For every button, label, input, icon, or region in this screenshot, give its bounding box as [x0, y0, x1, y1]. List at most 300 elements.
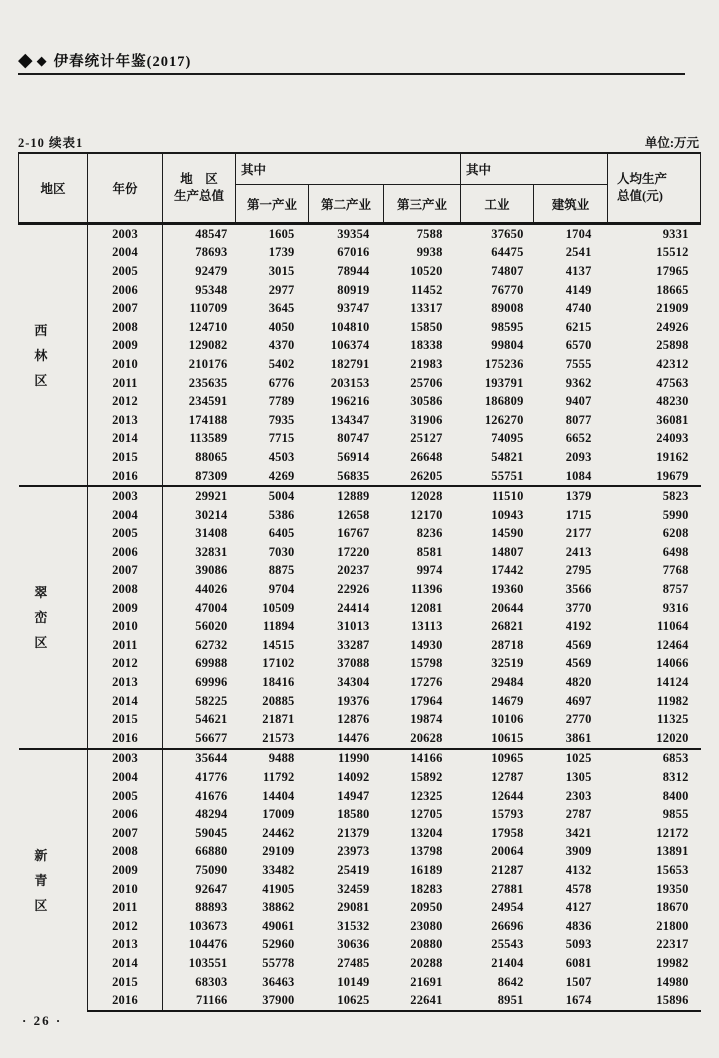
year-cell: 2008	[88, 318, 163, 337]
value-cell: 4820	[565, 675, 592, 690]
page-banner	[18, 50, 191, 71]
value-cell: 21909	[656, 301, 689, 316]
value-cell: 3645	[268, 301, 295, 316]
value-cell: 4269	[268, 468, 295, 483]
value-cell: 15892	[410, 770, 443, 785]
value-cell: 5990	[662, 507, 689, 522]
year-cell: 2008	[88, 843, 163, 862]
value-cell: 21800	[656, 918, 689, 933]
value-cell: 29921	[163, 486, 236, 506]
value-cell: 44026	[195, 582, 228, 597]
value-cell: 10943	[491, 507, 524, 522]
value-cell: 24093	[656, 431, 689, 446]
value-cell: 9938	[416, 245, 443, 260]
table-header	[19, 153, 701, 224]
year-cell: 2012	[88, 655, 163, 674]
value-cell: 59045	[195, 825, 228, 840]
year-cell: 2006	[88, 805, 163, 824]
value-cell: 47004	[195, 600, 228, 615]
value-cell: 35644	[163, 749, 236, 769]
value-cell: 15653	[656, 862, 689, 877]
value-cell: 2177	[565, 526, 592, 541]
value-cell: 4503	[268, 449, 295, 464]
value-cell: 9316	[662, 600, 689, 615]
value-cell: 1715	[565, 507, 592, 522]
value-cell: 69996	[195, 675, 228, 690]
table-row	[19, 580, 701, 599]
value-cell: 25419	[337, 862, 370, 877]
value-cell: 104810	[330, 319, 370, 334]
value-cell: 42312	[656, 356, 689, 371]
value-cell: 6853	[608, 749, 701, 769]
value-cell: 106374	[330, 338, 370, 353]
value-cell: 38862	[262, 900, 295, 915]
value-cell: 17964	[410, 693, 443, 708]
year-cell: 2012	[88, 392, 163, 411]
value-cell: 22317	[656, 937, 689, 952]
value-cell: 56677	[195, 730, 228, 745]
value-cell: 17009	[262, 807, 295, 822]
year-cell: 2010	[88, 617, 163, 636]
value-cell: 14930	[410, 637, 443, 652]
table-row	[19, 692, 701, 711]
value-cell: 14124	[656, 675, 689, 690]
value-cell: 9704	[268, 582, 295, 597]
value-cell: 15512	[656, 245, 689, 260]
value-cell: 18665	[656, 282, 689, 297]
table-row	[19, 787, 701, 806]
value-cell: 19350	[656, 881, 689, 896]
value-cell: 175236	[484, 356, 524, 371]
value-cell: 24926	[656, 319, 689, 334]
value-cell: 14590	[491, 526, 524, 541]
value-cell: 4697	[565, 693, 592, 708]
value-cell: 17276	[410, 675, 443, 690]
value-cell: 14166	[384, 749, 461, 769]
value-cell: 7935	[268, 412, 295, 427]
value-cell: 20237	[337, 563, 370, 578]
value-cell: 95348	[195, 282, 228, 297]
value-cell: 193791	[484, 375, 524, 390]
value-cell: 5093	[565, 937, 592, 952]
value-cell: 54821	[491, 449, 524, 464]
value-cell: 129082	[188, 338, 228, 353]
value-cell: 8581	[416, 544, 443, 559]
col-header-primary-industry: 第一产业	[236, 185, 309, 224]
value-cell: 174188	[188, 412, 228, 427]
col-header-gdp-line2: 生产总值	[173, 189, 224, 203]
value-cell: 6405	[268, 526, 295, 541]
value-cell: 55778	[262, 955, 295, 970]
value-cell: 69988	[195, 656, 228, 671]
value-cell: 3421	[565, 825, 592, 840]
value-cell: 6776	[268, 375, 295, 390]
value-cell: 4192	[565, 619, 592, 634]
table-row	[19, 880, 701, 899]
value-cell: 1674	[534, 991, 608, 1011]
table-row	[19, 392, 701, 411]
table-row	[19, 299, 701, 318]
year-cell: 2010	[88, 355, 163, 374]
value-cell: 113589	[189, 431, 228, 446]
value-cell: 4370	[268, 338, 295, 353]
value-cell: 22641	[384, 991, 461, 1011]
value-cell: 12889	[309, 486, 384, 506]
value-cell: 4569	[565, 637, 592, 652]
value-cell: 6498	[662, 544, 689, 559]
value-cell: 2541	[565, 245, 592, 260]
value-cell: 14066	[656, 656, 689, 671]
value-cell: 17442	[491, 563, 524, 578]
table-row	[19, 954, 701, 973]
table-row	[19, 467, 701, 487]
value-cell: 64475	[491, 245, 524, 260]
year-cell: 2003	[88, 749, 163, 769]
year-cell: 2005	[88, 525, 163, 544]
table-row	[19, 448, 701, 467]
value-cell: 25127	[410, 431, 443, 446]
value-cell: 9855	[662, 807, 689, 822]
value-cell: 48230	[656, 394, 689, 409]
table-row	[19, 710, 701, 729]
value-cell: 21691	[410, 974, 443, 989]
value-cell: 20288	[410, 955, 443, 970]
value-cell: 11452	[410, 282, 443, 297]
value-cell: 24414	[337, 600, 370, 615]
value-cell: 14476	[337, 730, 370, 745]
value-cell: 1305	[565, 770, 592, 785]
value-cell: 7768	[662, 563, 689, 578]
value-cell: 32519	[491, 656, 524, 671]
value-cell: 14515	[262, 637, 295, 652]
value-cell: 78693	[195, 245, 228, 260]
value-cell: 19376	[337, 693, 370, 708]
year-cell: 2007	[88, 562, 163, 581]
value-cell: 1507	[565, 974, 592, 989]
year-cell: 2014	[88, 430, 163, 449]
value-cell: 17965	[656, 263, 689, 278]
value-cell: 21871	[262, 712, 295, 727]
table-row	[19, 991, 701, 1011]
year-cell: 2011	[88, 374, 163, 393]
value-cell: 29081	[337, 900, 370, 915]
value-cell: 15896	[608, 991, 701, 1011]
value-cell: 12464	[656, 637, 689, 652]
value-cell: 41776	[195, 770, 228, 785]
value-cell: 4569	[565, 656, 592, 671]
value-cell: 20880	[410, 937, 443, 952]
region-label-cell	[19, 749, 88, 1011]
value-cell: 8951	[461, 991, 534, 1011]
value-cell: 21983	[410, 356, 443, 371]
value-cell: 2413	[565, 544, 592, 559]
table-row	[19, 636, 701, 655]
value-cell: 87309	[195, 468, 228, 483]
year-cell: 2013	[88, 411, 163, 430]
value-cell: 8312	[662, 770, 689, 785]
value-cell: 75090	[195, 862, 228, 877]
table-row	[19, 224, 701, 244]
value-cell: 27881	[491, 881, 524, 896]
value-cell: 12020	[656, 730, 689, 745]
table-row	[19, 244, 701, 263]
value-cell: 49061	[262, 918, 295, 933]
table-row	[19, 729, 701, 749]
year-cell: 2014	[88, 692, 163, 711]
value-cell: 48294	[195, 807, 228, 822]
col-header-region: 地区	[19, 153, 88, 224]
value-cell: 5004	[236, 486, 309, 506]
col-header-gdp	[163, 153, 236, 224]
value-cell: 186809	[484, 394, 524, 409]
value-cell: 21404	[491, 955, 524, 970]
value-cell: 80919	[337, 282, 370, 297]
year-cell: 2007	[88, 824, 163, 843]
col-header-per-capita-line2: 总值(元)	[617, 189, 663, 203]
value-cell: 11894	[262, 619, 295, 634]
value-cell: 31532	[337, 918, 370, 933]
value-cell: 196216	[330, 394, 370, 409]
value-cell: 19679	[656, 468, 689, 483]
value-cell: 39086	[195, 563, 228, 578]
value-cell: 13204	[410, 825, 443, 840]
value-cell: 25898	[656, 338, 689, 353]
year-cell: 2014	[88, 954, 163, 973]
year-cell: 2016	[88, 729, 163, 749]
value-cell: 37900	[236, 991, 309, 1011]
value-cell: 12170	[410, 507, 443, 522]
value-cell: 14404	[262, 788, 295, 803]
year-cell: 2005	[88, 787, 163, 806]
value-cell: 10149	[337, 974, 370, 989]
col-header-industry: 工业	[461, 185, 534, 224]
year-cell: 2003	[88, 224, 163, 244]
value-cell: 104476	[188, 937, 228, 952]
col-header-per-capita-line1: 人均生产	[617, 172, 668, 186]
value-cell: 3566	[565, 582, 592, 597]
year-cell: 2004	[88, 768, 163, 787]
value-cell: 29109	[262, 844, 295, 859]
year-cell: 2009	[88, 861, 163, 880]
value-cell: 10615	[491, 730, 524, 745]
table-row	[19, 917, 701, 936]
value-cell: 6652	[565, 431, 592, 446]
value-cell: 20950	[410, 900, 443, 915]
value-cell: 5402	[268, 356, 295, 371]
value-cell: 24954	[491, 900, 524, 915]
year-cell: 2015	[88, 973, 163, 992]
value-cell: 8875	[268, 563, 295, 578]
value-cell: 14092	[337, 770, 370, 785]
value-cell: 8757	[662, 582, 689, 597]
value-cell: 36463	[262, 974, 295, 989]
year-cell: 2011	[88, 898, 163, 917]
value-cell: 18283	[410, 881, 443, 896]
table-row	[19, 861, 701, 880]
value-cell: 58225	[195, 693, 228, 708]
data-table	[18, 152, 701, 1012]
value-cell: 11982	[656, 693, 689, 708]
table-row	[19, 525, 701, 544]
value-cell: 18580	[337, 807, 370, 822]
value-cell: 20644	[491, 600, 524, 615]
value-cell: 210176	[188, 356, 228, 371]
table-row	[19, 936, 701, 955]
table-row	[19, 374, 701, 393]
value-cell: 4578	[565, 881, 592, 896]
value-cell: 93747	[337, 301, 370, 316]
value-cell: 36081	[656, 412, 689, 427]
value-cell: 48547	[195, 226, 228, 241]
value-cell: 21573	[262, 730, 295, 745]
year-cell: 2016	[88, 991, 163, 1011]
value-cell: 37088	[337, 656, 370, 671]
value-cell: 4740	[565, 301, 592, 316]
table-caption: 2-10 续表1	[18, 136, 84, 150]
value-cell: 24462	[262, 825, 295, 840]
value-cell: 52960	[262, 937, 295, 952]
value-cell: 103551	[188, 955, 228, 970]
value-cell: 7715	[268, 431, 295, 446]
year-cell: 2005	[88, 262, 163, 281]
value-cell: 20064	[491, 844, 524, 859]
year-cell: 2013	[88, 673, 163, 692]
value-cell: 74807	[491, 263, 524, 278]
value-cell: 14980	[656, 974, 689, 989]
value-cell: 30636	[337, 937, 370, 952]
region-label: 新青区	[34, 847, 48, 913]
value-cell: 89008	[491, 301, 524, 316]
value-cell: 68303	[195, 974, 228, 989]
table-row	[19, 768, 701, 787]
value-cell: 55751	[491, 468, 524, 483]
value-cell: 26696	[491, 918, 524, 933]
value-cell: 10106	[491, 712, 524, 727]
table-row	[19, 506, 701, 525]
value-cell: 12028	[384, 486, 461, 506]
value-cell: 17102	[262, 656, 295, 671]
value-cell: 20885	[262, 693, 295, 708]
value-cell: 13317	[410, 301, 443, 316]
value-cell: 9407	[565, 394, 592, 409]
table-row	[19, 337, 701, 356]
table-row	[19, 355, 701, 374]
value-cell: 31408	[195, 526, 228, 541]
value-cell: 4127	[565, 900, 592, 915]
year-cell: 2013	[88, 936, 163, 955]
year-cell: 2015	[88, 448, 163, 467]
value-cell: 41676	[195, 788, 228, 803]
value-cell: 12172	[656, 825, 689, 840]
value-cell: 28718	[491, 637, 524, 652]
value-cell: 14947	[337, 788, 370, 803]
value-cell: 1379	[534, 486, 608, 506]
year-cell: 2004	[88, 244, 163, 263]
value-cell: 21379	[337, 825, 370, 840]
table-row	[19, 599, 701, 618]
value-cell: 103673	[188, 918, 228, 933]
value-cell: 134347	[330, 412, 370, 427]
year-cell: 2006	[88, 543, 163, 562]
value-cell: 26821	[491, 619, 524, 634]
value-cell: 32831	[195, 544, 228, 559]
value-cell: 18670	[656, 900, 689, 915]
value-cell: 47563	[656, 375, 689, 390]
banner-title: 伊春统计年鉴(2017)	[53, 54, 192, 70]
value-cell: 6215	[565, 319, 592, 334]
value-cell: 21287	[491, 862, 524, 877]
value-cell: 11990	[309, 749, 384, 769]
col-header-construction: 建筑业	[534, 185, 608, 224]
value-cell: 8077	[565, 412, 592, 427]
value-cell: 19162	[656, 449, 689, 464]
value-cell: 99804	[491, 338, 524, 353]
table-row	[19, 262, 701, 281]
value-cell: 27485	[337, 955, 370, 970]
region-label: 翠峦区	[34, 584, 48, 650]
value-cell: 11396	[410, 582, 443, 597]
value-cell: 7588	[416, 226, 443, 241]
value-cell: 12876	[337, 712, 370, 727]
diamond-icon: ◆	[18, 50, 33, 71]
table-row	[19, 749, 701, 769]
value-cell: 1739	[268, 245, 295, 260]
value-cell: 25543	[491, 937, 524, 952]
value-cell: 10965	[461, 749, 534, 769]
value-cell: 76770	[491, 282, 524, 297]
value-cell: 9331	[662, 226, 689, 241]
value-cell: 33482	[262, 862, 295, 877]
value-cell: 9362	[565, 375, 592, 390]
value-cell: 2795	[565, 563, 592, 578]
col-header-tertiary-industry: 第三产业	[384, 185, 461, 224]
year-cell: 2003	[88, 486, 163, 506]
value-cell: 23080	[410, 918, 443, 933]
value-cell: 234591	[188, 394, 228, 409]
value-cell: 29484	[491, 675, 524, 690]
value-cell: 92479	[195, 263, 228, 278]
value-cell: 16189	[410, 862, 443, 877]
unit-label: 单位:万元	[644, 136, 699, 150]
value-cell: 8236	[416, 526, 443, 541]
value-cell: 41905	[262, 881, 295, 896]
value-cell: 56914	[337, 449, 370, 464]
value-cell: 3770	[565, 600, 592, 615]
value-cell: 16767	[337, 526, 370, 541]
value-cell: 3861	[565, 730, 592, 745]
value-cell: 34304	[337, 675, 370, 690]
year-cell: 2016	[88, 467, 163, 487]
value-cell: 3015	[268, 263, 295, 278]
value-cell: 203153	[330, 375, 370, 390]
value-cell: 88893	[195, 900, 228, 915]
value-cell: 23973	[337, 844, 370, 859]
value-cell: 56020	[195, 619, 228, 634]
region-label-cell	[19, 486, 88, 748]
value-cell: 78944	[337, 263, 370, 278]
value-cell: 6570	[565, 338, 592, 353]
value-cell: 1025	[534, 749, 608, 769]
value-cell: 37650	[491, 226, 524, 241]
value-cell: 15850	[410, 319, 443, 334]
value-cell: 13891	[656, 844, 689, 859]
value-cell: 12705	[410, 807, 443, 822]
table-body	[19, 224, 701, 1011]
table-row	[19, 411, 701, 430]
value-cell: 110709	[189, 301, 228, 316]
value-cell: 14679	[491, 693, 524, 708]
value-cell: 54621	[195, 712, 228, 727]
